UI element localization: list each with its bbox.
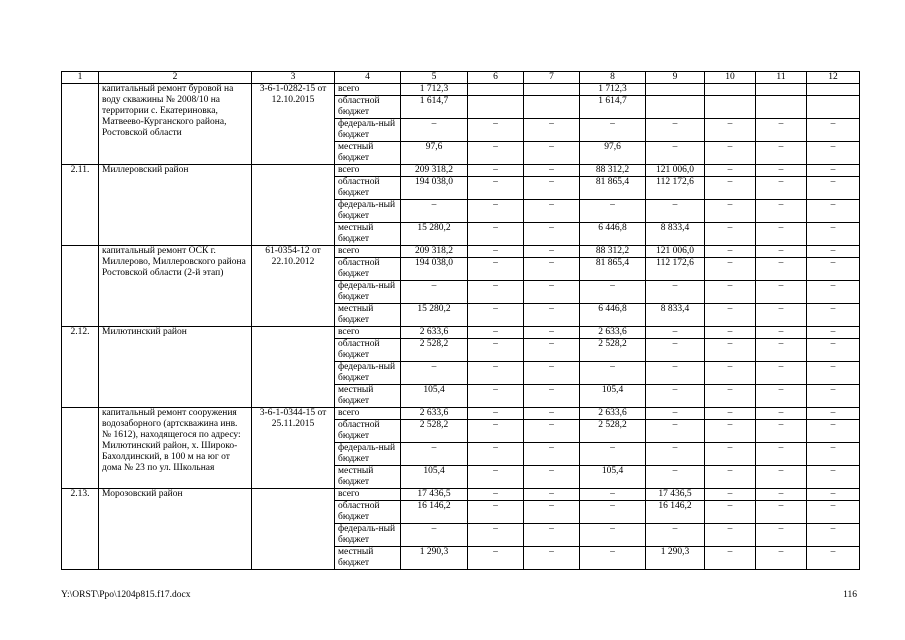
amount-cell: – — [807, 142, 860, 165]
funding-source: федераль-ный бюджет — [335, 200, 401, 223]
amount-cell: – — [468, 258, 524, 281]
funding-source: местный бюджет — [335, 385, 401, 408]
amount-cell: 88 312,2 — [580, 165, 646, 177]
funding-source: областной бюджет — [335, 501, 401, 524]
amount-cell: 2 528,2 — [401, 339, 468, 362]
amount-cell: – — [468, 165, 524, 177]
amount-cell: – — [580, 524, 646, 547]
amount-cell: – — [468, 339, 524, 362]
page-number: 116 — [843, 590, 857, 600]
table-body — [62, 72, 860, 570]
funding-source: всего — [335, 408, 401, 420]
amount-cell: – — [756, 119, 807, 142]
amount-cell: – — [807, 223, 860, 246]
amount-cell: – — [468, 246, 524, 258]
budget-table — [61, 71, 860, 570]
amount-cell: – — [807, 304, 860, 327]
funding-source: всего — [335, 327, 401, 339]
funding-source: федераль-ный бюджет — [335, 524, 401, 547]
amount-cell — [756, 96, 807, 119]
document-reference: 3-6-1-0344-15 от 25.11.2015 — [252, 408, 335, 489]
amount-cell: – — [807, 258, 860, 281]
funding-source: федераль-ный бюджет — [335, 119, 401, 142]
amount-cell: – — [468, 200, 524, 223]
amount-cell: – — [646, 443, 705, 466]
amount-cell: – — [524, 327, 580, 339]
amount-cell — [524, 84, 580, 96]
amount-cell — [468, 96, 524, 119]
amount-cell: – — [807, 362, 860, 385]
item-number: 2.11. — [62, 165, 99, 246]
amount-cell: – — [646, 142, 705, 165]
amount-cell: – — [807, 547, 860, 570]
column-header: 3 — [252, 72, 335, 84]
table-row — [62, 84, 860, 96]
amount-cell: – — [756, 385, 807, 408]
amount-cell: – — [807, 246, 860, 258]
document-page — [61, 71, 860, 570]
amount-cell: – — [468, 304, 524, 327]
amount-cell: – — [705, 119, 756, 142]
amount-cell: – — [524, 223, 580, 246]
document-reference — [252, 327, 335, 408]
amount-cell: 105,4 — [401, 466, 468, 489]
funding-source: федераль-ный бюджет — [335, 443, 401, 466]
amount-cell: – — [705, 200, 756, 223]
amount-cell: – — [468, 408, 524, 420]
amount-cell: – — [468, 420, 524, 443]
amount-cell: 105,4 — [580, 466, 646, 489]
amount-cell: – — [705, 165, 756, 177]
amount-cell — [646, 84, 705, 96]
amount-cell: 2 528,2 — [580, 339, 646, 362]
amount-cell: – — [524, 547, 580, 570]
amount-cell: 2 633,6 — [580, 408, 646, 420]
amount-cell: – — [468, 547, 524, 570]
column-header: 6 — [468, 72, 524, 84]
amount-cell: – — [756, 547, 807, 570]
column-header: 7 — [524, 72, 580, 84]
amount-cell: – — [807, 177, 860, 200]
amount-cell: 1 712,3 — [401, 84, 468, 96]
amount-cell: – — [580, 200, 646, 223]
amount-cell: – — [468, 327, 524, 339]
amount-cell: – — [401, 119, 468, 142]
amount-cell: – — [524, 443, 580, 466]
amount-cell: – — [468, 142, 524, 165]
amount-cell: – — [705, 547, 756, 570]
table-row — [62, 327, 860, 339]
amount-cell: – — [646, 524, 705, 547]
funding-source: федераль-ный бюджет — [335, 281, 401, 304]
amount-cell: – — [807, 408, 860, 420]
amount-cell — [468, 84, 524, 96]
amount-cell: – — [401, 281, 468, 304]
amount-cell: – — [524, 501, 580, 524]
amount-cell: – — [705, 223, 756, 246]
funding-source: местный бюджет — [335, 223, 401, 246]
amount-cell — [705, 84, 756, 96]
amount-cell: 8 833,4 — [646, 223, 705, 246]
funding-source: местный бюджет — [335, 142, 401, 165]
amount-cell: – — [580, 547, 646, 570]
amount-cell: – — [524, 246, 580, 258]
document-reference: 61-0354-12 от 22.10.2012 — [252, 246, 335, 327]
column-header: 11 — [756, 72, 807, 84]
item-name: капитальный ремонт сооружения водозаборного (артскважина инв. № 1612), находящегося по адресу: Милютинский район, х. Широко-Бахолдинский, в 100 м на юг от дома № 23 по ул. Школьная — [99, 408, 252, 489]
amount-cell: – — [807, 339, 860, 362]
amount-cell — [524, 96, 580, 119]
table-row — [62, 489, 860, 501]
amount-cell: 15 280,2 — [401, 223, 468, 246]
column-number-row — [62, 72, 860, 84]
amount-cell: – — [468, 385, 524, 408]
amount-cell: 88 312,2 — [580, 246, 646, 258]
amount-cell: – — [524, 362, 580, 385]
funding-source: областной бюджет — [335, 339, 401, 362]
item-name: капитальный ремонт буровой на воду скважины № 2008/10 на территории с. Екатериновка, Матвеево-Курганского района, Ростовской области — [99, 84, 252, 165]
amount-cell: – — [580, 281, 646, 304]
amount-cell: – — [468, 466, 524, 489]
column-header: 10 — [705, 72, 756, 84]
amount-cell: – — [756, 524, 807, 547]
amount-cell: – — [524, 177, 580, 200]
amount-cell: – — [756, 466, 807, 489]
amount-cell: 16 146,2 — [646, 501, 705, 524]
item-name: капитальный ремонт ОСК г. Миллерово, Миллеровского района Ростовской области (2-й этап) — [99, 246, 252, 327]
item-number — [62, 246, 99, 327]
amount-cell: – — [524, 142, 580, 165]
column-header: 12 — [807, 72, 860, 84]
amount-cell: – — [524, 385, 580, 408]
amount-cell: – — [807, 200, 860, 223]
amount-cell: – — [646, 385, 705, 408]
amount-cell: – — [756, 200, 807, 223]
document-reference — [252, 489, 335, 570]
amount-cell: – — [807, 466, 860, 489]
amount-cell: – — [807, 489, 860, 501]
column-header: 8 — [580, 72, 646, 84]
column-header: 1 — [62, 72, 99, 84]
column-header: 2 — [99, 72, 252, 84]
amount-cell: – — [756, 223, 807, 246]
amount-cell: – — [401, 362, 468, 385]
amount-cell: – — [524, 304, 580, 327]
amount-cell: 6 446,8 — [580, 223, 646, 246]
amount-cell: 15 280,2 — [401, 304, 468, 327]
amount-cell: 2 633,6 — [580, 327, 646, 339]
amount-cell: – — [524, 200, 580, 223]
amount-cell — [646, 96, 705, 119]
amount-cell: 1 290,3 — [401, 547, 468, 570]
funding-source: всего — [335, 246, 401, 258]
amount-cell: – — [756, 408, 807, 420]
amount-cell: – — [646, 339, 705, 362]
amount-cell: – — [756, 443, 807, 466]
amount-cell: – — [580, 362, 646, 385]
amount-cell: 17 436,5 — [646, 489, 705, 501]
amount-cell: – — [807, 443, 860, 466]
amount-cell: – — [705, 420, 756, 443]
amount-cell: 1 614,7 — [401, 96, 468, 119]
funding-source: местный бюджет — [335, 547, 401, 570]
funding-source: всего — [335, 165, 401, 177]
amount-cell: 209 318,2 — [401, 165, 468, 177]
amount-cell: 17 436,5 — [401, 489, 468, 501]
item-number — [62, 84, 99, 165]
funding-source: местный бюджет — [335, 304, 401, 327]
amount-cell: – — [807, 420, 860, 443]
amount-cell: 97,6 — [580, 142, 646, 165]
amount-cell: – — [756, 339, 807, 362]
amount-cell: – — [524, 420, 580, 443]
amount-cell: 121 006,0 — [646, 165, 705, 177]
amount-cell: – — [756, 281, 807, 304]
amount-cell: – — [807, 327, 860, 339]
funding-source: всего — [335, 84, 401, 96]
amount-cell: 194 038,0 — [401, 258, 468, 281]
amount-cell: – — [705, 443, 756, 466]
amount-cell: 105,4 — [580, 385, 646, 408]
amount-cell: – — [756, 420, 807, 443]
amount-cell: – — [807, 501, 860, 524]
amount-cell: – — [756, 142, 807, 165]
amount-cell: – — [646, 408, 705, 420]
amount-cell: – — [646, 281, 705, 304]
document-reference — [252, 165, 335, 246]
amount-cell: – — [468, 489, 524, 501]
amount-cell: – — [756, 258, 807, 281]
amount-cell: 2 528,2 — [401, 420, 468, 443]
amount-cell: – — [524, 281, 580, 304]
amount-cell: – — [468, 177, 524, 200]
amount-cell: – — [807, 165, 860, 177]
amount-cell: – — [705, 304, 756, 327]
amount-cell: – — [705, 258, 756, 281]
amount-cell: – — [705, 489, 756, 501]
amount-cell: 2 528,2 — [580, 420, 646, 443]
amount-cell: 1 614,7 — [580, 96, 646, 119]
table-row — [62, 246, 860, 258]
table-row — [62, 165, 860, 177]
amount-cell: – — [646, 119, 705, 142]
amount-cell: – — [705, 281, 756, 304]
amount-cell: – — [705, 466, 756, 489]
amount-cell: – — [524, 489, 580, 501]
column-header: 4 — [335, 72, 401, 84]
amount-cell: – — [646, 362, 705, 385]
amount-cell: – — [468, 501, 524, 524]
file-path: Y:\ORST\Ppo\1204p815.f17.docx — [61, 590, 191, 600]
amount-cell: – — [756, 304, 807, 327]
amount-cell: 6 446,8 — [580, 304, 646, 327]
amount-cell: 112 172,6 — [646, 258, 705, 281]
amount-cell: 112 172,6 — [646, 177, 705, 200]
amount-cell: 97,6 — [401, 142, 468, 165]
amount-cell: – — [580, 489, 646, 501]
amount-cell: 2 633,6 — [401, 327, 468, 339]
amount-cell — [756, 84, 807, 96]
item-number: 2.12. — [62, 327, 99, 408]
document-reference: 3-6-1-0282-15 от 12.10.2015 — [252, 84, 335, 165]
amount-cell: – — [646, 327, 705, 339]
amount-cell: – — [580, 443, 646, 466]
amount-cell: – — [468, 223, 524, 246]
amount-cell — [705, 96, 756, 119]
amount-cell: 105,4 — [401, 385, 468, 408]
amount-cell — [807, 84, 860, 96]
amount-cell: – — [756, 327, 807, 339]
funding-source: областной бюджет — [335, 420, 401, 443]
funding-source: областной бюджет — [335, 258, 401, 281]
amount-cell: – — [468, 281, 524, 304]
amount-cell: – — [705, 362, 756, 385]
amount-cell: 209 318,2 — [401, 246, 468, 258]
amount-cell: – — [401, 524, 468, 547]
amount-cell: 121 006,0 — [646, 246, 705, 258]
item-name: Милютинский район — [99, 327, 252, 408]
amount-cell: – — [401, 200, 468, 223]
amount-cell: – — [705, 142, 756, 165]
item-name: Морозовский район — [99, 489, 252, 570]
item-number: 2.13. — [62, 489, 99, 570]
amount-cell: – — [807, 119, 860, 142]
amount-cell: 16 146,2 — [401, 501, 468, 524]
amount-cell: 81 865,4 — [580, 258, 646, 281]
amount-cell: 2 633,6 — [401, 408, 468, 420]
column-header: 9 — [646, 72, 705, 84]
amount-cell: – — [756, 362, 807, 385]
amount-cell: – — [401, 443, 468, 466]
funding-source: областной бюджет — [335, 96, 401, 119]
amount-cell: – — [524, 258, 580, 281]
amount-cell: – — [524, 165, 580, 177]
item-name: Миллеровский район — [99, 165, 252, 246]
amount-cell: – — [646, 420, 705, 443]
amount-cell: – — [705, 524, 756, 547]
amount-cell: – — [807, 281, 860, 304]
amount-cell: 81 865,4 — [580, 177, 646, 200]
amount-cell: – — [468, 119, 524, 142]
funding-source: областной бюджет — [335, 177, 401, 200]
amount-cell: – — [807, 524, 860, 547]
amount-cell: – — [756, 165, 807, 177]
amount-cell: – — [705, 177, 756, 200]
table-row — [62, 408, 860, 420]
amount-cell: – — [756, 501, 807, 524]
funding-source: федераль-ный бюджет — [335, 362, 401, 385]
item-number — [62, 408, 99, 489]
amount-cell: 8 833,4 — [646, 304, 705, 327]
amount-cell: – — [524, 466, 580, 489]
amount-cell: – — [705, 327, 756, 339]
amount-cell: – — [524, 339, 580, 362]
amount-cell: 1 290,3 — [646, 547, 705, 570]
amount-cell: – — [580, 119, 646, 142]
amount-cell: – — [705, 339, 756, 362]
amount-cell: – — [524, 524, 580, 547]
amount-cell: – — [580, 501, 646, 524]
funding-source: всего — [335, 489, 401, 501]
amount-cell — [807, 96, 860, 119]
amount-cell: – — [705, 501, 756, 524]
amount-cell: 1 712,3 — [580, 84, 646, 96]
funding-source: местный бюджет — [335, 466, 401, 489]
amount-cell: – — [468, 443, 524, 466]
amount-cell: – — [524, 408, 580, 420]
amount-cell: – — [646, 466, 705, 489]
amount-cell: – — [705, 385, 756, 408]
amount-cell: – — [705, 246, 756, 258]
column-header: 5 — [401, 72, 468, 84]
amount-cell: – — [524, 119, 580, 142]
amount-cell: – — [468, 524, 524, 547]
amount-cell: – — [756, 177, 807, 200]
amount-cell: – — [756, 489, 807, 501]
amount-cell: 194 038,0 — [401, 177, 468, 200]
amount-cell: – — [468, 362, 524, 385]
amount-cell: – — [705, 408, 756, 420]
amount-cell: – — [807, 385, 860, 408]
amount-cell: – — [646, 200, 705, 223]
amount-cell: – — [756, 246, 807, 258]
